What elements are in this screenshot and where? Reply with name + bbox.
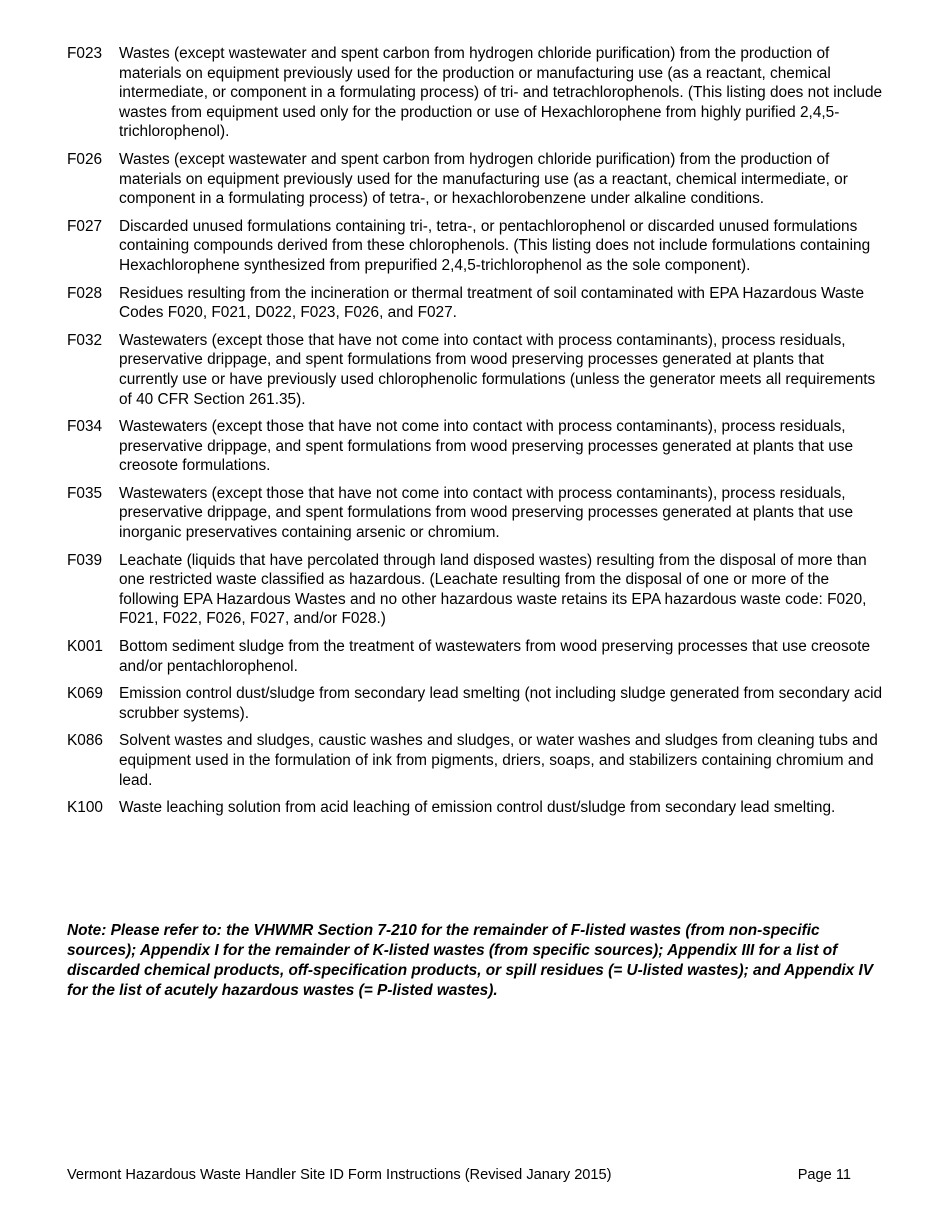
footer-title: Vermont Hazardous Waste Handler Site ID Form Instructions (Revised Janary 2015) — [67, 1167, 612, 1183]
waste-entry — [67, 417, 887, 476]
waste-entry — [67, 484, 887, 543]
waste-code: F039 — [67, 551, 103, 569]
waste-description: Wastes (except wastewater and spent carbon from hydrogen chloride purification) from the production of materials on equipment previously used for the manufacturing use (as a reactant, chemical intermediate, or component in a formulating process) of tetra-, or hexachlorobenzene under alkaline conditions. — [119, 150, 848, 208]
waste-description: Leachate (liquids that have percolated through land disposed wastes) resulting from the disposal of more than one restricted waste classified as hazardous. (Leachate resulting from the disposal of one or more of the following EPA Hazardous Wastes and no other hazardous waste retains its EPA hazardous waste code: F020, F021, F022, F026, F027, and/or F028.) — [119, 551, 867, 628]
waste-description: Residues resulting from the incineration or thermal treatment of soil contaminated with EPA Hazardous Waste Codes F020, F021, D022, F023, F026, and F027. — [119, 284, 865, 322]
waste-description: Wastewaters (except those that have not come into contact with process contaminants), process residuals, preservative drippage, and spent formulations from wood preserving processes generated at plants that use creosote formulations. — [119, 418, 854, 475]
waste-description: Wastewaters (except those that have not come into contact with process contaminants), process residuals, preservative drippage, and spent formulations from wood preserving processes generated at plants that use inorganic preservatives containing arsenic or chromium. — [119, 484, 854, 542]
waste-code: F023 — [67, 45, 103, 62]
waste-code: K100 — [67, 799, 103, 817]
waste-description: Discarded unused formulations containing tri-, tetra-, or pentachlorophenol or discarded unused formulations containing compounds derived from these chlorophenols. (This listing does not include formulations containing Hexachlorophene synthesized from prepurified 2,4,5-trichlorophenol as the sole component). — [119, 217, 871, 274]
waste-description: Wastes (except wastewater and spent carbon from hydrogen chloride purification) from the production of materials on equipment previously used for the production or manufacturing use (as a reactant, chemical intermediate, or component in a formulating process) of tri- and tetrachlorophenols. (This listing does not include wastes from equipment used only for the production or use of Hexachlorophene from highly purified 2,4,5-trichlorophenol). — [119, 45, 883, 141]
waste-code: F035 — [67, 484, 103, 502]
waste-code: K086 — [67, 732, 103, 750]
waste-entry — [67, 731, 887, 790]
waste-description: Wastewaters (except those that have not come into contact with process contaminants), process residuals, preservative drippage, and spent formulations from wood preserving processes generated at plants that currently use or have previously used chlorophenolic formulations (unless the generator meets all requirements of 40 CFR Section 261.35). — [119, 331, 876, 408]
waste-description: Emission control dust/sludge from secondary lead smelting (not including sludge generated from secondary acid scrubber systems). — [119, 685, 883, 722]
reference-note: Note: Please refer to: the VHWMR Section 7-210 for the remainder of F-listed wastes (from non-specific sources); Appendix I for the remainder of K-listed wastes (from specific sources); Appendix III for a list of discarded chemical products, off-specification products, or spill residues (= U-listed wastes); and Appendix IV for the list of acutely hazardous wastes (= P-listed wastes). — [67, 922, 874, 999]
waste-code: F032 — [67, 331, 103, 349]
waste-code: F034 — [67, 418, 103, 436]
waste-description: Bottom sediment sludge from the treatment of wastewaters from wood preserving processes that use creosote and/or pentachlorophenol. — [119, 638, 871, 675]
waste-code: K069 — [67, 685, 103, 703]
waste-description: Solvent wastes and sludges, caustic washes and sludges, or water washes and sludges from cleaning tubs and equipment used in the formulation of ink from pigments, driers, soaps, and stabilizers containing chromium and lead. — [119, 732, 878, 789]
page-footer — [67, 1166, 851, 1184]
waste-entry — [67, 684, 887, 723]
waste-entry — [67, 44, 887, 142]
page-number: Page 11 — [797, 1167, 851, 1183]
waste-code: F027 — [67, 217, 103, 235]
waste-code: K001 — [67, 638, 103, 656]
waste-code: F026 — [67, 150, 103, 168]
waste-entry — [67, 637, 887, 676]
waste-description: Waste leaching solution from acid leaching of emission control dust/sludge from secondary lead smelting. — [119, 799, 836, 817]
waste-entry — [67, 150, 887, 209]
waste-code: F028 — [67, 284, 103, 302]
waste-code-list — [67, 44, 887, 826]
waste-entry — [67, 551, 887, 629]
waste-entry — [67, 331, 887, 409]
waste-entry — [67, 217, 887, 276]
waste-entry — [67, 284, 887, 323]
waste-entry — [67, 798, 887, 818]
